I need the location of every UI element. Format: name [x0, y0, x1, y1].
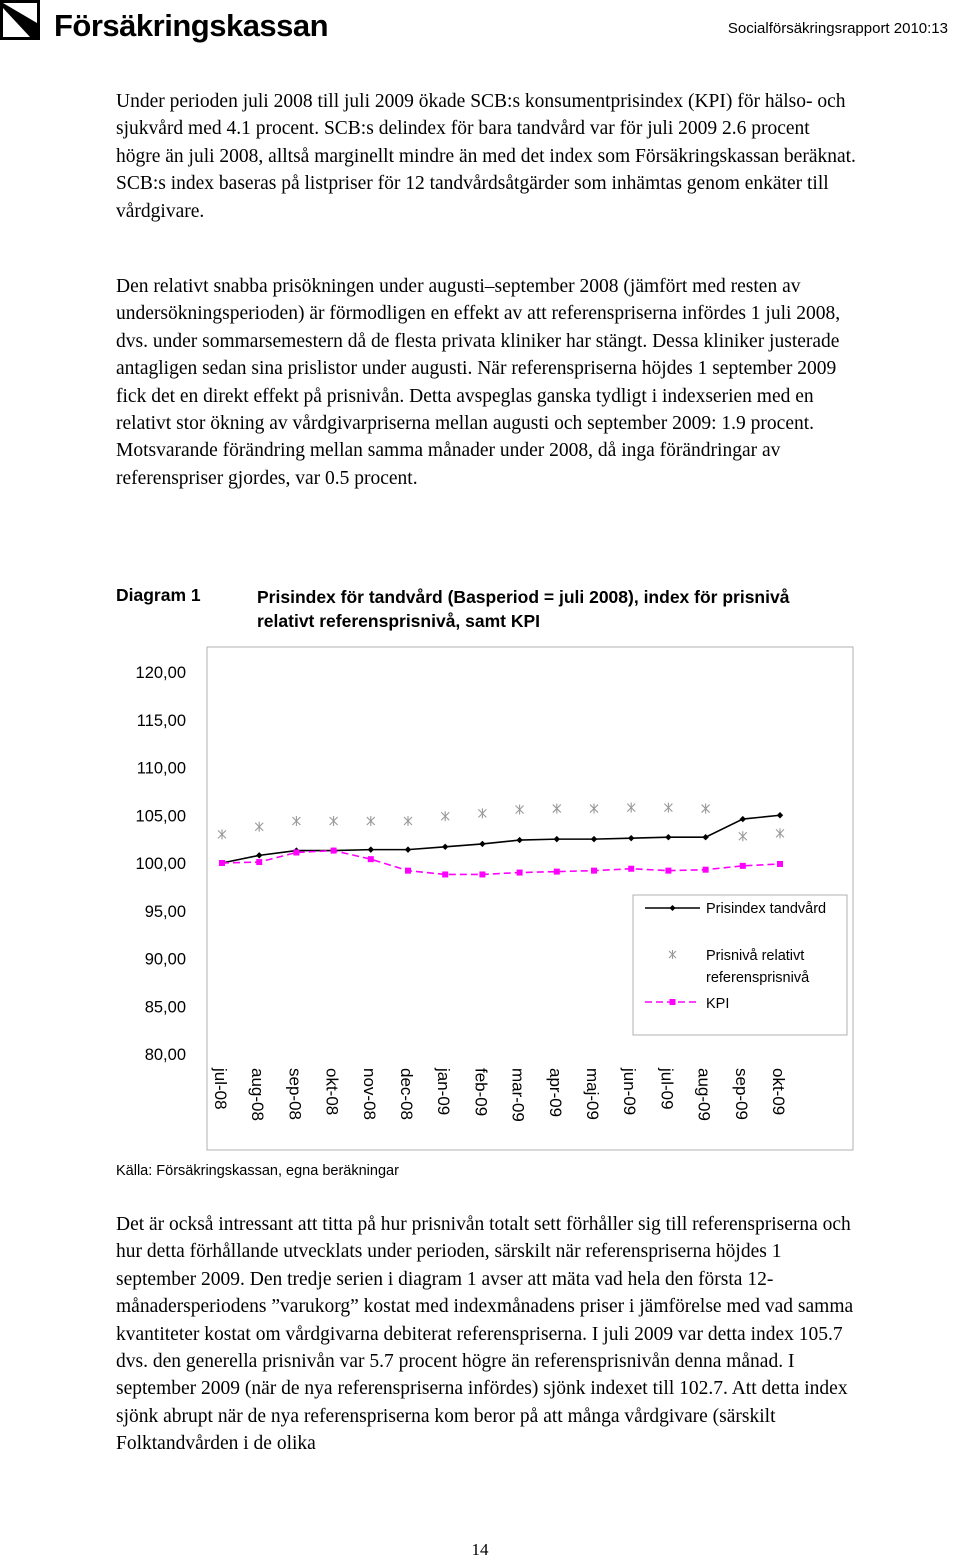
legend-label-prisniva-line1: Prisnivå relativt [706, 948, 805, 964]
x-tick-label: jan-09 [434, 1068, 454, 1116]
data-point-kpi [442, 871, 448, 877]
series-line-tandvard [222, 815, 780, 863]
x-tick-label: okt-09 [769, 1068, 788, 1116]
logo [0, 0, 40, 40]
x-tick-label: apr-09 [545, 1068, 565, 1118]
data-point-prisniva [664, 803, 672, 813]
price-index-chart [0, 640, 960, 1155]
page-number: 14 [471, 1540, 489, 1559]
x-tick-label: feb-09 [471, 1068, 491, 1117]
data-point-prisniva [330, 816, 338, 826]
x-tick-label: jul-09 [657, 1068, 677, 1110]
data-point-tandvard [368, 846, 374, 852]
x-tick-label: jun-09 [620, 1068, 640, 1116]
legend-label-kpi: KPI [706, 996, 730, 1012]
data-point-kpi [405, 868, 411, 874]
data-point-prisniva [702, 804, 710, 814]
data-point-prisniva [516, 805, 524, 815]
x-tick-label: okt-08 [322, 1068, 342, 1116]
data-point-tandvard [628, 835, 634, 841]
data-point-prisniva [553, 804, 561, 814]
y-tick-label: 85,00 [144, 998, 186, 1017]
data-point-kpi [368, 856, 374, 862]
data-point-tandvard [442, 844, 448, 850]
legend-label-tandvard: Prisindex tandvård [706, 901, 827, 917]
data-point-kpi [479, 871, 485, 877]
data-point-kpi [740, 863, 746, 869]
data-point-tandvard [777, 812, 783, 818]
legend [633, 895, 847, 1035]
figure-label: Diagram 1 [116, 585, 201, 605]
y-tick-label: 115,00 [136, 711, 186, 730]
logo-text: Försäkringskassan [54, 8, 329, 43]
paragraph-2: Den relativt snabba prisökningen under augusti–september 2008 (jämfört med resten av undersökningsperioden) är förmodligen en effekt av att referenspriserna infördes 1 juli 2008, dvs. under sommarsemestern då de flesta privata kliniker har stängt. Dessa kliniker justerade antagligen sedan sina prislistor under augusti. När referenspriserna höjdes 1 september 2009 fick det en direkt effekt på prisnivån. Detta avspeglas ganska tydligt i indexserien med en relativt stor ökning av vårdgivarpriserna mellan augusti och september 2009: 1.9 procent. Motsvarande förändring mellan samma månader under 2008, då inga förändringar av referenspriser gjordes, var 0.5 procent. [116, 276, 841, 489]
x-tick-label: jul-08 [211, 1068, 230, 1110]
legend-label-prisniva-line2: referensprisnivå [706, 970, 810, 986]
data-point-kpi [777, 861, 783, 867]
y-tick-label: 80,00 [144, 1046, 186, 1064]
x-tick-label: nov-08 [359, 1068, 379, 1120]
data-point-kpi [665, 868, 671, 874]
series-layer [218, 803, 784, 878]
x-tick-label: mar-09 [508, 1068, 528, 1122]
data-point-prisniva [292, 816, 300, 826]
data-point-kpi [331, 848, 337, 854]
figure-title: Prisindex för tandvård (Basperiod = juli 2008), index för prisnivå relativt referensprisnivå, samt KPI [257, 587, 790, 631]
y-tick-label: 120,00 [135, 664, 186, 682]
x-tick-label: maj-09 [583, 1068, 602, 1120]
y-tick-label: 110,00 [136, 759, 186, 778]
data-point-kpi [628, 866, 634, 872]
data-point-prisniva [627, 803, 635, 813]
data-point-prisniva [776, 828, 784, 838]
x-axis-ticks [211, 1067, 788, 1122]
data-point-kpi [219, 860, 225, 866]
y-tick-label: 105,00 [135, 807, 186, 826]
data-point-prisniva [590, 804, 598, 814]
data-point-kpi [591, 868, 597, 874]
y-tick-label: 90,00 [144, 950, 186, 969]
data-point-kpi [256, 859, 262, 865]
y-axis-ticks [136, 664, 186, 1064]
data-point-tandvard [479, 841, 485, 847]
data-point-prisniva [441, 811, 449, 821]
x-tick-label: aug-09 [694, 1068, 714, 1121]
data-point-tandvard [256, 852, 262, 858]
forsakringskassan-logo-icon [0, 0, 40, 40]
x-tick-label: dec-08 [397, 1068, 416, 1120]
data-point-prisniva [478, 808, 486, 818]
legend-marker-kpi [670, 999, 676, 1005]
data-point-tandvard [702, 834, 708, 840]
data-point-tandvard [554, 836, 560, 842]
data-point-prisniva [404, 816, 412, 826]
data-point-tandvard [405, 846, 411, 852]
data-point-tandvard [591, 836, 597, 842]
series-line-kpi [222, 851, 780, 875]
y-tick-label: 100,00 [135, 855, 186, 873]
data-point-tandvard [740, 816, 746, 822]
x-tick-label: sep-09 [731, 1068, 751, 1120]
data-point-prisniva [367, 816, 375, 826]
data-point-tandvard [516, 837, 522, 843]
source-note: Källa: Försäkringskassan, egna beräkningar [116, 1163, 399, 1179]
report-reference: Socialförsäkringsrapport 2010:13 [727, 20, 948, 37]
data-point-prisniva [218, 829, 226, 839]
data-point-kpi [293, 849, 299, 855]
data-point-kpi [703, 867, 709, 873]
data-point-tandvard [665, 834, 671, 840]
data-point-prisniva [255, 822, 263, 832]
y-tick-label: 95,00 [144, 902, 186, 921]
data-point-kpi [554, 869, 560, 875]
data-point-kpi [517, 870, 523, 876]
data-point-prisniva [739, 831, 747, 841]
x-tick-label: aug-08 [248, 1068, 268, 1121]
x-tick-label: sep-08 [285, 1068, 305, 1120]
paragraph-3: Det är också intressant att titta på hur prisnivån totalt sett förhåller sig till referenspriserna och hur detta förhållande utvecklats under perioden, särskilt när referenspriserna höjdes 1 september 2009. Den tredje serien i diagram 1 avser att mäta vad hela den första 12-månadersperiodens ”varukorg” kostat med indexmånadens priser i jämförelse med vad samma kvantiteter kostat om vårdgivarna debiterat referenspriserna. I juli 2009 var detta index 105.7 dvs. den generella prisnivån var 5.7 procent högre än referensprisnivån denna månad. I september 2009 (när de nya referenspriserna infördes) sjönk indexet till 102.7. Att detta index sjönk abrupt när de nya referenspriserna kom beror på att många vårdgivare (särskilt Folktandvården i de olika [116, 1214, 854, 1455]
paragraph-1: Under perioden juli 2008 till juli 2009 ökade SCB:s konsumentprisindex (KPI) för hälso- och sjukvård med 4.1 procent. SCB:s delindex för bara tandvård var för juli 2009 2.6 procent högre än juli 2008, alltså marginellt mindre än med det index som Försäkringskassan beräknat. SCB:s index baseras på listpriser för 12 tandvårdsåtgärder som inhämtas genom enkäter till vårdgivare. [116, 91, 856, 222]
